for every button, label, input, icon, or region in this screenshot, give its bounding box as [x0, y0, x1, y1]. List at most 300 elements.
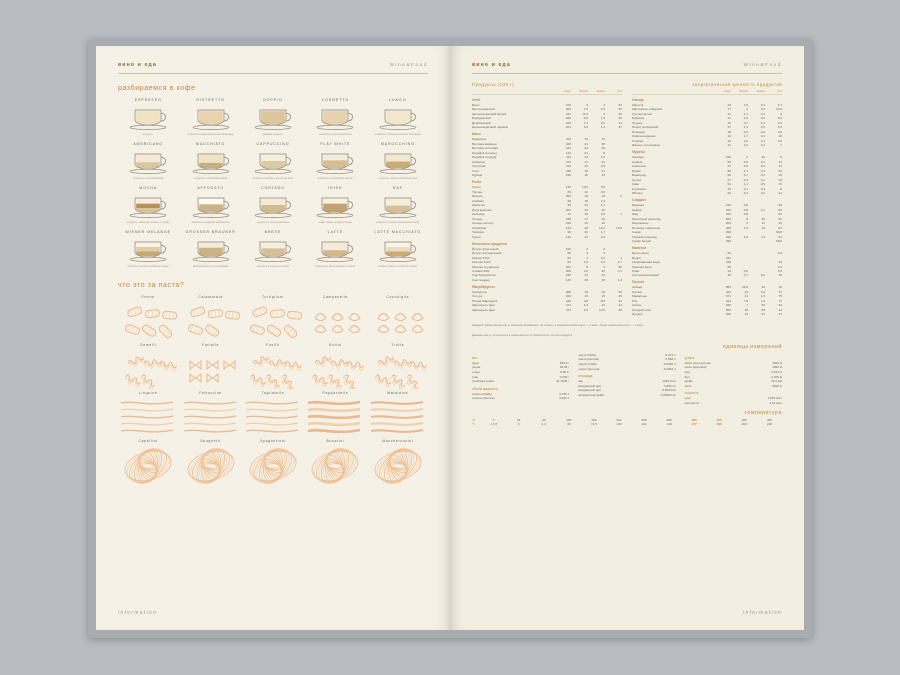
row-value: 7 — [746, 303, 748, 308]
pasta-shape-icon — [369, 397, 427, 437]
unit-label: квадратный фут — [578, 388, 602, 393]
temperature-value: 212 — [616, 418, 622, 423]
pasta-item — [305, 343, 365, 389]
row-value: 112 — [566, 164, 571, 169]
coffee-name: RISTRETTO — [196, 98, 225, 102]
row-value: 371 — [725, 294, 731, 299]
row-label: Спаржа — [632, 138, 644, 143]
row-value: 312 — [565, 303, 571, 308]
row-label: Свинина — [472, 159, 485, 164]
temperature-value: 121 — [641, 422, 647, 427]
row-label: Пиво — [632, 268, 640, 273]
row-value: 3,4 — [583, 303, 588, 308]
coffee-desc: эспрессо с молочной пенкой — [193, 177, 228, 180]
row-value: 2,6 — [777, 251, 782, 256]
coffee-cup-icon — [126, 236, 170, 263]
row-value: 89 — [727, 168, 731, 173]
right-page — [450, 46, 804, 630]
row-value: 44 — [727, 134, 731, 139]
row-value: 19,5 — [581, 185, 588, 190]
unit-value: 0,914 м — [771, 369, 782, 374]
row-value: 26,5 — [741, 285, 748, 290]
row-value: 37 — [618, 125, 622, 130]
row-value: 2,6 — [600, 120, 605, 125]
unit-label: акр — [578, 379, 584, 384]
temperature-unit: °C — [472, 422, 476, 427]
pasta-shape-icon — [369, 445, 427, 485]
row-value: 30 — [618, 289, 622, 294]
table-group-title: Овощи — [632, 97, 644, 102]
row-label: Гречка — [632, 289, 642, 294]
row-value: 61 — [727, 182, 731, 187]
row-value: 23 — [584, 155, 588, 160]
units-group-title: площадь — [578, 374, 593, 379]
units-column — [685, 353, 782, 406]
row-value: 8,6 — [583, 125, 588, 130]
coffee-item — [243, 142, 303, 183]
row-label: Бородинский — [472, 116, 491, 121]
pasta-name: Trofie — [391, 343, 405, 347]
row-value: 434 — [565, 146, 571, 151]
row-label: Лук репчатый — [632, 111, 652, 116]
coffee-item — [305, 98, 365, 139]
row-label: Виноград — [632, 173, 646, 178]
unit-label: унция — [472, 365, 481, 370]
coffee-item — [118, 142, 178, 183]
table-row — [632, 273, 782, 277]
unit-value: 0,0929 м² — [662, 388, 676, 393]
row-value: 10 — [601, 221, 605, 226]
units-row — [472, 396, 569, 401]
row-value: 0,1 — [760, 164, 765, 169]
row-value: 3,7 — [617, 268, 622, 273]
table-group-title: Фрукты — [632, 150, 646, 155]
row-value: 22 — [584, 203, 588, 208]
row-value: 49 — [761, 285, 765, 290]
row-value: 270 — [565, 102, 571, 107]
temperature-value: 250 — [641, 418, 647, 423]
pasta-item — [118, 343, 178, 389]
coffee-cup-icon — [189, 148, 233, 175]
pasta-item — [118, 439, 178, 485]
left-page-footer — [118, 610, 428, 616]
row-value: 3,4 — [760, 289, 765, 294]
pasta-shape-icon — [182, 397, 240, 437]
coffee-name: AMERICANO — [133, 142, 164, 146]
row-value: 3 — [586, 255, 588, 260]
pasta-shape-icon — [244, 397, 302, 437]
row-value: 12 — [778, 164, 782, 169]
unit-label: галлон (США) — [472, 391, 492, 396]
unit-label: унция (Англия) — [578, 366, 600, 371]
row-value: 3,6 — [777, 268, 782, 273]
row-value: 1,6 — [600, 155, 605, 160]
row-label: Картофель отварной — [632, 107, 662, 112]
row-value: 8 — [746, 216, 748, 221]
row-value: 160 — [725, 155, 731, 160]
coffee-name: BREVE — [264, 230, 282, 234]
temperature-value: 38 — [567, 422, 571, 427]
coffee-desc: двойной эспрессо со сливками — [192, 265, 229, 268]
row-value: 33 — [601, 277, 605, 282]
row-value: 1,3 — [600, 198, 605, 203]
row-label: Телятина — [472, 164, 486, 169]
row-label: Кефир 3,2% — [472, 255, 490, 260]
row-value: 18 — [584, 225, 588, 230]
unit-value: 1852 м — [772, 365, 782, 370]
row-value: 9 — [586, 102, 588, 107]
pasta-name: Conchiglie — [386, 295, 410, 299]
coffee-cup-icon — [251, 104, 295, 131]
row-value: 1,1 — [743, 111, 748, 116]
row-value: 1,1 — [743, 182, 748, 187]
row-value: 3 — [603, 102, 605, 107]
row-value: 144 — [565, 234, 571, 239]
pasta-shape-icon — [119, 349, 177, 389]
pasta-item — [305, 391, 365, 437]
note-1: Каждый грамм белка или углеводов прибавляет по 4 ккал, а каждый грамм жира — 9 ккал. Один грамм алкоголя — 7 ккал. — [472, 322, 644, 327]
row-value: 21 — [584, 150, 588, 155]
coffee-cup-icon — [189, 192, 233, 219]
row-value: 16 — [584, 212, 588, 217]
row-value: 18 — [727, 129, 731, 134]
row-label: Картофель фри — [472, 303, 495, 308]
row-label: Зефир — [632, 207, 642, 212]
pasta-shape-icon — [244, 349, 302, 389]
row-label: Молоко сгущённое — [472, 264, 500, 269]
row-value: 4 — [620, 255, 622, 260]
row-value: 22 — [601, 159, 605, 164]
coffee-cup-icon — [313, 192, 357, 219]
row-value: 3,6 — [777, 120, 782, 125]
row-value: 0,9 — [743, 164, 748, 169]
temperature-value: 190 — [716, 422, 722, 427]
row-value: 3 — [603, 251, 605, 256]
unit-label: фунт — [472, 360, 480, 365]
row-label: Индейка (грудка) — [472, 155, 497, 160]
row-value: 23 — [778, 168, 782, 173]
row-value: 274 — [565, 159, 571, 164]
unit-value: 0,305 м — [771, 374, 782, 379]
row-value: 13 — [601, 173, 605, 178]
row-value: 53 — [618, 102, 622, 107]
pasta-shape-icon — [182, 349, 240, 389]
row-label: Треска — [472, 189, 482, 194]
temperature-value: 218 — [766, 422, 772, 427]
row-label: Свёкла варёная — [632, 134, 656, 139]
temperature-value: 100 — [616, 422, 622, 427]
row-value: 8,5 — [600, 298, 605, 303]
row-value: 214 — [565, 137, 571, 142]
row-value: 0,1 — [760, 138, 765, 143]
pasta-item — [243, 439, 303, 485]
row-value: 9,8 — [583, 298, 588, 303]
coffee-item — [243, 186, 303, 227]
table-row — [472, 125, 622, 129]
coffee-desc: эспрессо — [142, 133, 154, 136]
row-value: 2,8 — [583, 268, 588, 273]
row-value: 0,2 — [760, 134, 765, 139]
coffee-item — [305, 230, 365, 271]
row-value: 321 — [565, 264, 571, 269]
temperature-unit: °F — [472, 418, 476, 423]
row-value: 264 — [565, 107, 571, 112]
row-value: 56 — [567, 255, 571, 260]
unit-label: миля (морская) — [684, 365, 707, 370]
coffee-desc: эспрессо с меньшим количеством воды — [187, 133, 234, 136]
row-value: 31 — [727, 143, 731, 148]
table-row — [632, 239, 782, 243]
row-value: 1,7 — [600, 203, 605, 208]
pasta-item — [180, 439, 240, 485]
row-value: 0,3 — [760, 125, 765, 130]
row-value: 15 — [601, 289, 605, 294]
row-label: Банан — [632, 168, 641, 173]
row-value: 1,3 — [743, 125, 748, 130]
row-value: 19 — [601, 194, 605, 199]
coffee-desc: эспрессо и много молока с пенкой — [315, 265, 356, 268]
coffee-cup-icon — [376, 192, 420, 219]
pasta-grid — [118, 295, 428, 485]
unit-label: галлон (Англия) — [472, 396, 495, 401]
row-value: 52 — [727, 191, 731, 196]
row-value: 81 — [778, 212, 782, 217]
pasta-shape-icon — [119, 301, 177, 341]
unit-label: квадратный дюйм — [578, 392, 604, 397]
row-value: 13 — [744, 294, 748, 299]
pasta-name: Capellini — [138, 439, 158, 443]
row-value: 13,2 — [598, 225, 605, 230]
temperature-value: 350 — [691, 418, 697, 423]
coffee-name: LATTE — [327, 230, 344, 234]
row-label: Тёмный шоколад — [632, 234, 657, 239]
row-value: 61 — [778, 234, 782, 239]
left-header-brand: Wine&Food — [389, 62, 428, 67]
row-value: 0,2 — [760, 116, 765, 121]
column-header: Белки — [739, 89, 748, 93]
row-label: Хамбаш — [472, 198, 484, 203]
row-value: 100 — [565, 246, 571, 251]
pasta-name: Maccheroncini — [382, 439, 414, 443]
pasta-item — [180, 295, 240, 341]
row-label: Сок апельсиновый — [632, 273, 659, 278]
row-value: 21 — [584, 141, 588, 146]
pasta-name: Farfalle — [202, 343, 220, 347]
coffee-desc: эспрессо, шоколад, молоко и сливки — [126, 221, 170, 224]
coffee-cup-icon — [189, 236, 233, 263]
coffee-name: DOPPIO — [263, 98, 283, 102]
coffee-cup-icon — [376, 148, 420, 175]
row-value: 64 — [778, 225, 782, 230]
row-value: 25 — [778, 260, 782, 265]
row-value: 77 — [727, 107, 731, 112]
coffee-name: MACCHIATO — [195, 142, 226, 146]
column-header: Белки — [579, 89, 588, 93]
row-value: 50 — [727, 159, 731, 164]
coffee-section-title: разбираемся в кофе — [118, 85, 196, 92]
row-value: 20 — [601, 268, 605, 273]
row-label: Грецкий орех — [632, 307, 652, 312]
row-value: 18 — [601, 207, 605, 212]
row-label: Капуста — [632, 102, 644, 107]
pasta-item — [118, 295, 178, 341]
row-label: Клубника — [632, 186, 646, 191]
unit-value: 0,0284 л — [663, 366, 676, 371]
row-value: 3 — [603, 246, 605, 251]
row-value: 57 — [727, 177, 731, 182]
coffee-cup-icon — [126, 148, 170, 175]
row-label: Батон нарезной — [472, 107, 495, 112]
temperature-value: 300 — [666, 418, 672, 423]
row-value: 35 — [761, 303, 765, 308]
unit-value: 31,1035 г — [556, 379, 570, 384]
pasta-item — [305, 295, 365, 341]
unit-value: 25,4 мм — [771, 379, 782, 384]
row-value: 34 — [618, 298, 622, 303]
row-label: Ветчина копчёная — [472, 146, 498, 151]
right-footer-text: information — [742, 610, 782, 616]
row-value: 38 — [601, 141, 605, 146]
pasta-shape-icon — [119, 445, 177, 485]
row-value — [731, 239, 748, 243]
table-group-title: Хлеб — [472, 97, 481, 102]
row-value: 654 — [725, 307, 731, 312]
row-value: 41 — [727, 111, 731, 116]
row-value: 35 — [618, 307, 622, 312]
coffee-cup-icon — [251, 148, 295, 175]
row-value: 55 — [618, 264, 622, 269]
coffee-name: WIENER MELANGE — [125, 230, 171, 234]
row-value: 1,5 — [760, 294, 765, 299]
row-value: 45 — [727, 273, 731, 278]
unit-label: пинта (США) — [578, 352, 597, 357]
coffee-cup-icon — [251, 192, 295, 219]
coffee-desc: молоко, пенка и эспрессо слоями — [378, 265, 418, 268]
row-value: 0,1 — [760, 102, 765, 107]
row-value: 248 — [565, 216, 571, 221]
row-value: 19 — [584, 194, 588, 199]
row-label: Рис — [632, 298, 638, 303]
row-value: 17 — [584, 216, 588, 221]
row-label: Фундук — [632, 312, 643, 317]
row-value: 2,9 — [583, 260, 588, 265]
row-label: Сливки 20% — [472, 268, 490, 273]
units-group-title: длина — [684, 355, 695, 360]
row-value: 114 — [566, 155, 571, 160]
unit-value: 4,546 л — [559, 396, 570, 401]
column-header: Ккал — [724, 89, 731, 93]
pasta-item — [243, 343, 303, 389]
coffee-item — [118, 230, 178, 271]
row-label: Багет — [472, 102, 480, 107]
row-value: 231 — [725, 255, 731, 260]
unit-value: 4828 м — [772, 383, 782, 388]
row-value: 209 — [725, 221, 731, 226]
coffee-desc: двойной эспрессо — [262, 133, 284, 136]
right-page-header — [472, 62, 782, 74]
row-value: 75 — [778, 294, 782, 299]
unit-label: стоун — [472, 369, 480, 374]
coffee-item — [368, 98, 428, 139]
coffee-desc: эспрессо, какао и молочная пена — [378, 177, 418, 180]
table-row — [472, 308, 622, 312]
temperature-value: 4,4 — [541, 422, 546, 427]
row-value: 2 — [746, 155, 748, 160]
row-value: 28 — [727, 102, 731, 107]
coffee-name: MAROCCHINO — [380, 142, 415, 146]
row-value: 0,2 — [760, 129, 765, 134]
row-value: 53 — [778, 303, 782, 308]
row-label: Йогурт фруктовый — [472, 246, 499, 251]
unit-label: унция (США) — [578, 361, 597, 366]
table-header-row — [472, 89, 622, 95]
row-label: Курица — [472, 173, 483, 178]
row-value: 69 — [727, 173, 731, 178]
row-value: 343 — [725, 289, 731, 294]
row-value: 210 — [565, 221, 571, 226]
row-value — [748, 239, 765, 243]
row-value: 47 — [727, 164, 731, 169]
row-value — [605, 173, 622, 177]
unit-value: 0,473 л — [665, 352, 676, 357]
row-label: Сахар — [632, 230, 641, 235]
temperature-value: 400 — [741, 418, 747, 423]
row-value: 1,8 — [760, 298, 765, 303]
coffee-desc: эспрессо и нагретые сливки — [256, 265, 290, 268]
row-value: 15 — [744, 312, 748, 317]
row-label: Молочный шоколад — [632, 216, 661, 221]
row-label: Тунец — [472, 234, 481, 239]
units-title: единицы измерений — [722, 343, 782, 350]
row-label: Печенье сливочное — [632, 225, 661, 230]
row-value: 15 — [727, 120, 731, 125]
table-row — [632, 143, 782, 147]
row-value: 0,5 — [743, 268, 748, 273]
row-label: Кальмар — [472, 212, 485, 217]
row-value: 2 — [746, 107, 748, 112]
row-value: 0,9 — [743, 129, 748, 134]
row-value: 308 — [565, 289, 571, 294]
row-value: 0,9 — [743, 116, 748, 121]
table-group-title: Сладкое — [632, 198, 647, 203]
pasta-name: Spaghettoni — [260, 439, 286, 443]
coffee-grid — [118, 98, 428, 271]
row-value: 15 — [601, 137, 605, 142]
unit-label: гран — [472, 374, 479, 379]
temperature-value: 71,5 — [590, 422, 597, 427]
row-value: 3,9 — [583, 307, 588, 312]
row-value: 14 — [778, 307, 782, 312]
row-value: 0,6 — [600, 212, 605, 217]
nutrition-column-right — [632, 82, 782, 317]
row-value: 69 — [567, 189, 571, 194]
row-value: 15 — [601, 303, 605, 308]
row-value: 546 — [725, 234, 731, 239]
row-value: 7,5 — [743, 225, 748, 230]
row-value: 50 — [618, 107, 622, 112]
row-label: Груша — [632, 177, 641, 182]
coffee-desc: эспрессо с тёплым молоком — [256, 221, 290, 224]
temperature-value: 0 — [492, 418, 495, 423]
row-value: 4,7 — [617, 260, 622, 265]
coffee-name: AFFOGATO — [197, 186, 224, 190]
units-table — [472, 353, 782, 406]
row-value: 15 — [778, 177, 782, 182]
row-value: 6,8 — [583, 116, 588, 121]
pasta-item — [243, 391, 303, 437]
nutrition-column-left — [472, 82, 622, 317]
coffee-cup-icon — [313, 104, 357, 131]
